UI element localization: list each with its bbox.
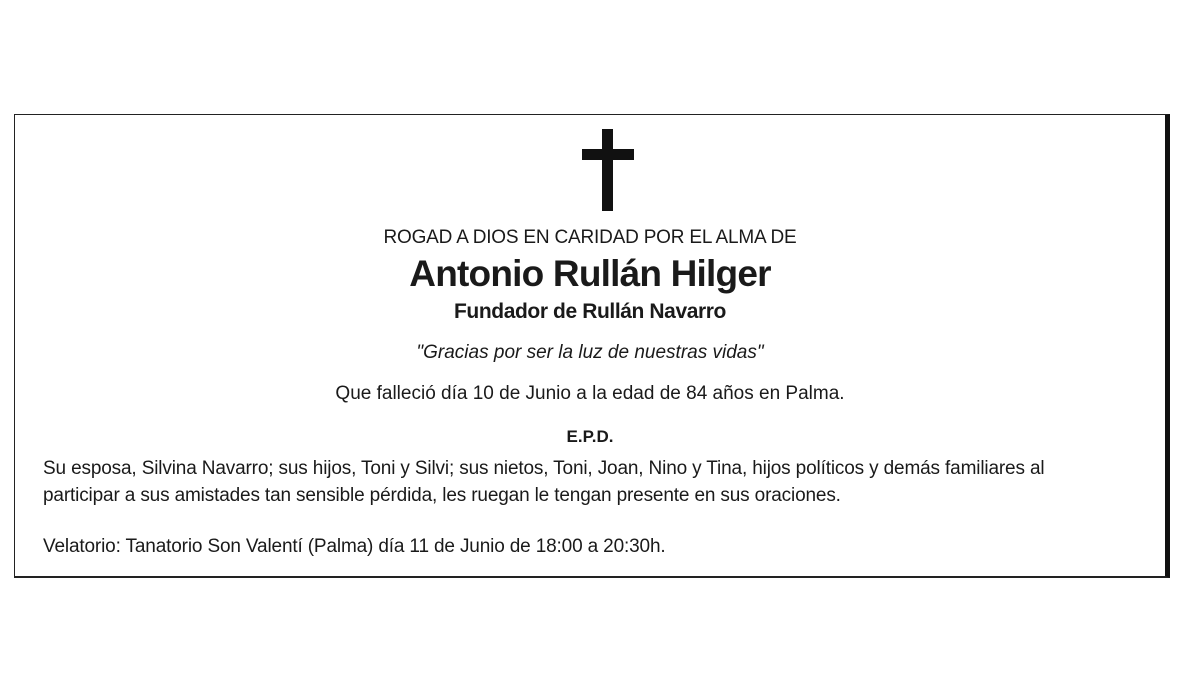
deceased-role: Fundador de Rullán Navarro xyxy=(454,300,726,323)
cross-horizontal-bar xyxy=(582,149,634,160)
cross-icon xyxy=(582,129,634,211)
deceased-name: Antonio Rullán Hilger xyxy=(409,253,771,294)
cross-vertical-bar xyxy=(602,129,613,211)
obituary-notice xyxy=(14,114,1170,578)
family-message-line-1: Su esposa, Silvina Navarro; sus hijos, Toni y Silvi; sus nietos, Toni, Joan, Nino y Tina, hijos políticos y demás familiares al xyxy=(43,458,1045,479)
family-message xyxy=(43,455,1153,509)
pre-title: ROGAD A DIOS EN CARIDAD POR EL ALMA DE xyxy=(383,227,797,248)
death-details: Que falleció día 10 de Junio a la edad de 84 años en Palma. xyxy=(335,383,845,404)
wake-details: Velatorio: Tanatorio Son Valentí (Palma) día 11 de Junio de 18:00 a 20:30h. xyxy=(43,536,666,557)
family-message-line-2: participar a sus amistades tan sensible pérdida, les ruegan le tengan presente en sus oraciones. xyxy=(43,485,841,506)
epd-label: E.P.D. xyxy=(566,427,614,446)
memorial-quote: "Gracias por ser la luz de nuestras vidas" xyxy=(416,342,764,363)
